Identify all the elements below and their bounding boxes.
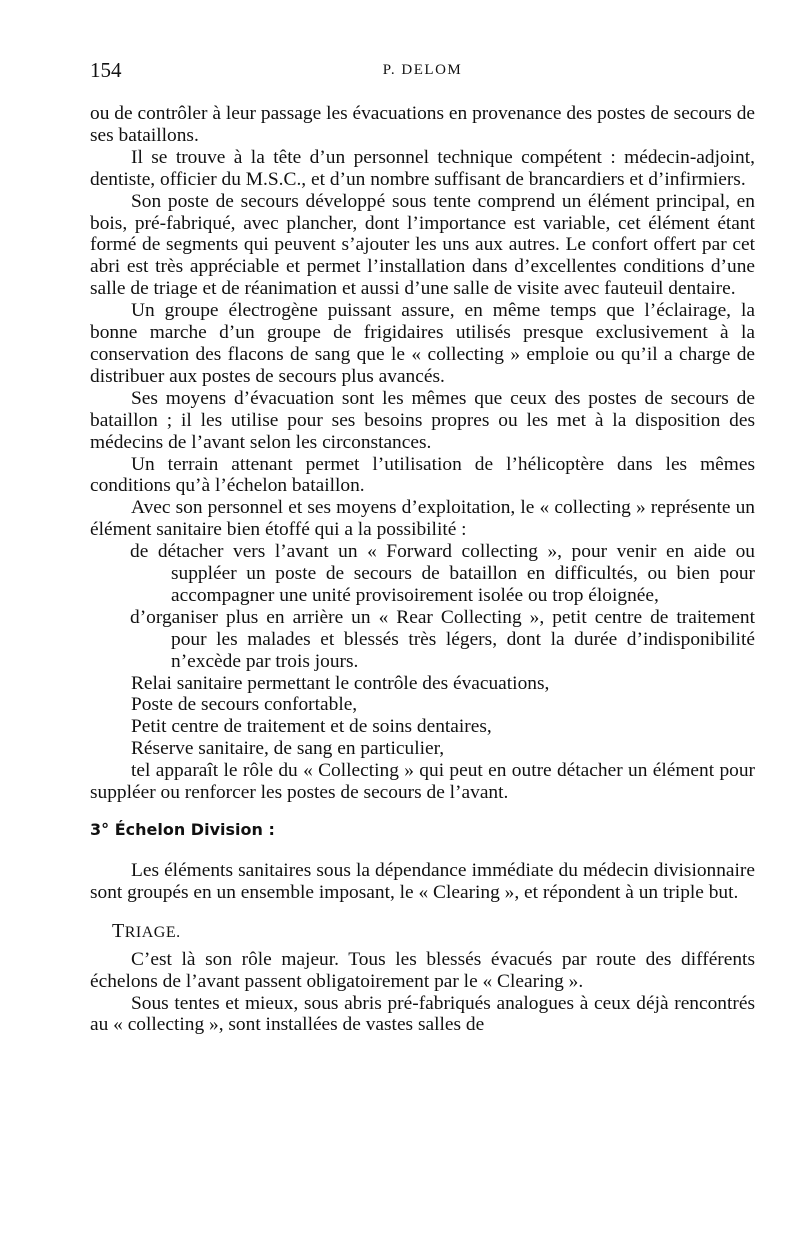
subheading-rest: RIAGE. — [124, 923, 181, 941]
paragraph: Sous tentes et mieux, sous abris pré-fabriqués analogues à ceux déjà rencontrés au « collecting », sont installées de vastes salles de — [90, 992, 755, 1036]
list-item: d’organiser plus en arrière un « Rear Collecting », petit centre de traitement pour les malades et blessés très légers, dont la durée d’indisponibilité n’excède par trois jours. — [130, 606, 755, 672]
paragraph: Avec son personnel et ses moyens d’exploitation, le « collecting » représente un élément sanitaire bien étoffé qui a la possibilité : — [90, 497, 755, 541]
role-line: Relai sanitaire permettant le contrôle des évacuations, — [131, 672, 550, 694]
paragraph: ou de contrôler à leur passage les évacuations en provenance des postes de secours de ses bataillons. — [90, 103, 755, 146]
paragraph: Son poste de secours développé sous tente comprend un élément principal, en bois, pré-fabriqué, avec plancher, dont l’importance est variable, cet élément étant formé de segments qui peuvent s’ajouter les uns aux autres. Le confort offert par cet abri est très appréciable et permet l’installation dans d’excellentes conditions d’une salle de triage et de réanimation et aussi d’une salle de visite avec fauteuil dentaire. — [90, 190, 755, 300]
list-item: de détacher vers l’avant un « Forward collecting », pour venir en aide ou suppléer un poste de secours de bataillon en difficultés, ou bien pour accompagner une unité provisoirement isolée ou trop éloignée, — [130, 541, 755, 606]
body-text — [90, 103, 755, 1036]
page-number: 154 — [90, 58, 122, 82]
running-head-author: P. DELOM — [382, 62, 463, 78]
paragraph: Les éléments sanitaires sous la dépendance immédiate du médecin divisionnaire sont groupés en un ensemble imposant, le « Clearing », et répondent à un triple but. — [90, 860, 755, 903]
section-heading: 3° Échelon Division : — [90, 820, 275, 839]
subheading-initial: T — [112, 919, 125, 942]
paragraph: tel apparaît le rôle du « Collecting » qui peut en outre détacher un élément pour suppléer ou renforcer les postes de secours de l’avant. — [90, 760, 755, 804]
role-line: Petit centre de traitement et de soins dentaires, — [131, 716, 492, 738]
paragraph: C’est là son rôle majeur. Tous les blessés évacués par route des différents échelons de l’avant passent obligatoirement par le « Clearing ». — [90, 948, 755, 992]
role-line: Poste de secours confortable, — [131, 694, 358, 716]
page-header — [90, 58, 755, 82]
role-line: Réserve sanitaire, de sang en particulier, — [131, 738, 445, 760]
paragraph: Ses moyens d’évacuation sont les mêmes que ceux des postes de secours de bataillon ; il les utilise pour ses besoins propres ou les met à la disposition des médecins de l’avant selon les circonstances. — [90, 387, 755, 453]
paragraph: Un groupe électrogène puissant assure, en même temps que l’éclairage, la bonne marche d’un groupe de frigidaires utilisés presque exclusivement à la conservation des flacons de sang que le « collecting » emploie ou qu’il a charge de distribuer aux postes de secours plus avancés. — [90, 300, 755, 387]
subheading-triage — [112, 921, 755, 944]
paragraph: Il se trouve à la tête d’un personnel technique compétent : médecin-adjoint, dentiste, officier du M.S.C., et d’un nombre suffisant de brancardiers et d’infirmiers. — [90, 146, 755, 190]
paragraph: Un terrain attenant permet l’utilisation de l’hélicoptère dans les mêmes conditions qu’à l’échelon bataillon. — [90, 453, 755, 497]
